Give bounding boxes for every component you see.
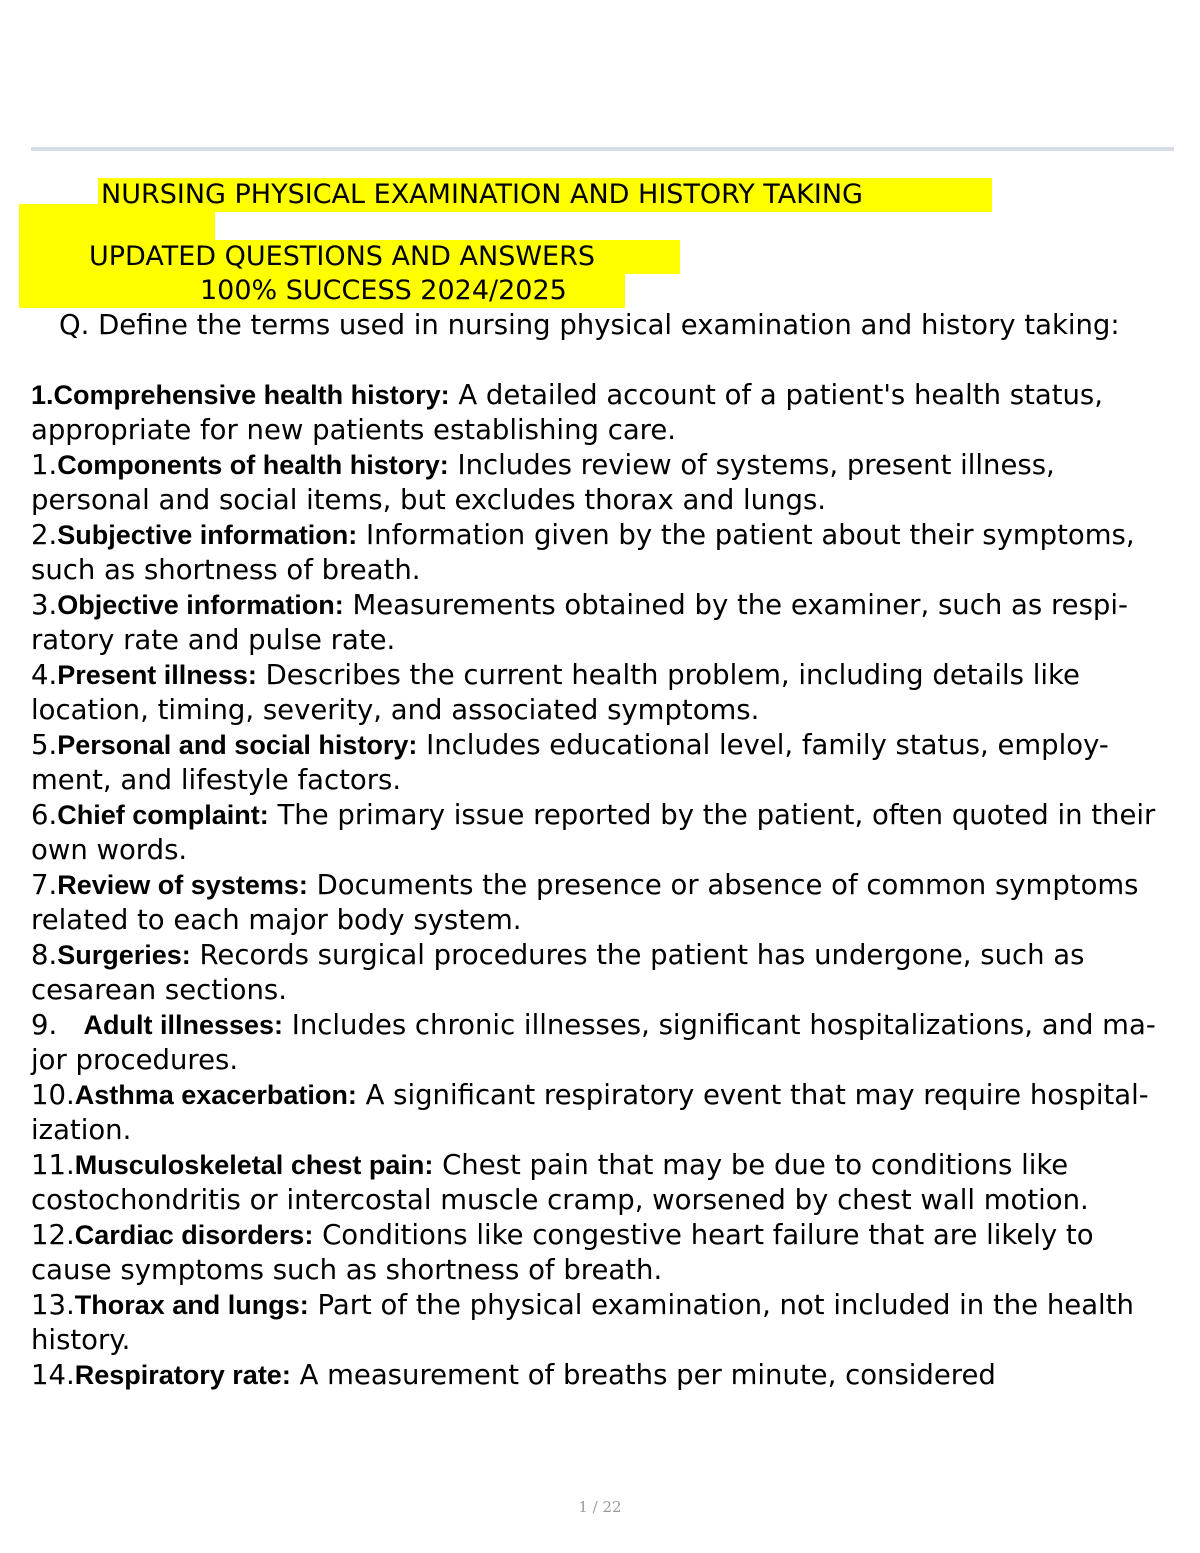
item-term: Review of systems: <box>57 870 308 900</box>
item-term: Adult illnesses: <box>83 1010 284 1040</box>
item-definition: Conditions like congestive heart failure that are likely to cause symptoms such as shortness of breath. <box>31 1219 1094 1286</box>
definition-item <box>31 518 1176 588</box>
definitions-list <box>31 378 1176 1393</box>
item-definition: Includes review of systems, present illness, personal and social items, but excludes thorax and lungs. <box>31 449 1055 516</box>
definition-item <box>31 378 1176 448</box>
item-number: 8. <box>31 939 58 971</box>
definition-item <box>31 1148 1176 1218</box>
item-definition: Part of the physical examination, not included in the health history. <box>31 1289 1134 1356</box>
item-term: Chief complaint: <box>57 800 269 830</box>
question-prompt: Q. Define the terms used in nursing physical examination and history taking: <box>59 309 1120 341</box>
definition-item <box>31 658 1176 728</box>
item-term: Personal and social history: <box>57 730 418 760</box>
item-term: Thorax and lungs: <box>74 1290 309 1320</box>
item-definition: Includes educational level, family status, employ- ment, and lifestyle factors. <box>31 729 1109 796</box>
definition-item <box>31 798 1176 868</box>
item-number: 4. <box>31 659 58 691</box>
item-term: Asthma exacerbation: <box>74 1080 357 1110</box>
document-tagline: 100% SUCCESS 2024/2025 <box>200 275 567 306</box>
item-definition: A detailed account of a patient's health status, appropriate for new patients establishing care. <box>31 379 1103 446</box>
item-number: 6. <box>31 799 58 831</box>
item-number: 7. <box>31 869 58 901</box>
item-number: 13. <box>31 1289 75 1321</box>
item-number: 3. <box>31 589 58 621</box>
definition-item <box>31 938 1176 1008</box>
spacer <box>31 343 1176 378</box>
item-definition: Chest pain that may be due to conditions like costochondritis or intercostal muscle cramp, worsened by chest wall motion. <box>31 1149 1089 1216</box>
item-term: Surgeries: <box>57 940 191 970</box>
document-subtitle: UPDATED QUESTIONS AND ANSWERS <box>89 241 595 272</box>
item-definition: A significant respiratory event that may require hospital- ization. <box>31 1079 1149 1146</box>
item-number: 12. <box>31 1219 75 1251</box>
item-number: 5. <box>31 729 58 761</box>
item-definition: A measurement of breaths per minute, considered <box>290 1359 996 1391</box>
definition-item <box>31 1078 1176 1148</box>
item-number: 9. <box>31 1009 84 1041</box>
definition-item <box>31 728 1176 798</box>
definition-item <box>31 1288 1176 1358</box>
item-number: 1. <box>31 449 58 481</box>
item-term: Comprehensive health history: <box>53 380 450 410</box>
definition-item <box>31 448 1176 518</box>
item-term: Components of health history: <box>57 450 449 480</box>
item-definition: The primary issue reported by the patient, often quoted in their own words. <box>31 799 1156 866</box>
item-term: Objective information: <box>57 590 344 620</box>
header-divider <box>31 147 1174 151</box>
item-term: Musculoskeletal chest pain: <box>74 1150 434 1180</box>
item-term: Present illness: <box>57 660 257 690</box>
item-definition: Includes chronic illnesses, significant hospitalizations, and ma- jor procedures. <box>31 1009 1156 1076</box>
document-body <box>31 308 1176 1393</box>
page-indicator: 1 / 22 <box>578 1498 622 1516</box>
item-term: Cardiac disorders: <box>74 1220 314 1250</box>
item-definition: Information given by the patient about their symptoms, such as shortness of breath. <box>31 519 1135 586</box>
item-definition: Describes the current health problem, including details like location, timing, severity, and associated symptoms. <box>31 659 1080 726</box>
item-number: 1. <box>31 380 54 410</box>
item-number: 14. <box>31 1359 75 1391</box>
definition-item <box>31 1008 1176 1078</box>
document-title: NURSING PHYSICAL EXAMINATION AND HISTORY TAKING <box>101 179 863 210</box>
definition-item <box>31 868 1176 938</box>
item-term: Respiratory rate: <box>74 1360 291 1390</box>
definition-item <box>31 1358 1176 1393</box>
item-term: Subjective information: <box>57 520 358 550</box>
definition-item <box>31 588 1176 658</box>
item-definition: Records surgical procedures the patient has undergone, such as cesarean sections. <box>31 939 1085 1006</box>
item-number: 11. <box>31 1149 75 1181</box>
item-number: 10. <box>31 1079 75 1111</box>
definition-item <box>31 1218 1176 1288</box>
item-number: 2. <box>31 519 58 551</box>
item-definition: Documents the presence or absence of common symptoms related to each major body system. <box>31 869 1139 936</box>
item-definition: Measurements obtained by the examiner, such as respi- ratory rate and pulse rate. <box>31 589 1128 656</box>
